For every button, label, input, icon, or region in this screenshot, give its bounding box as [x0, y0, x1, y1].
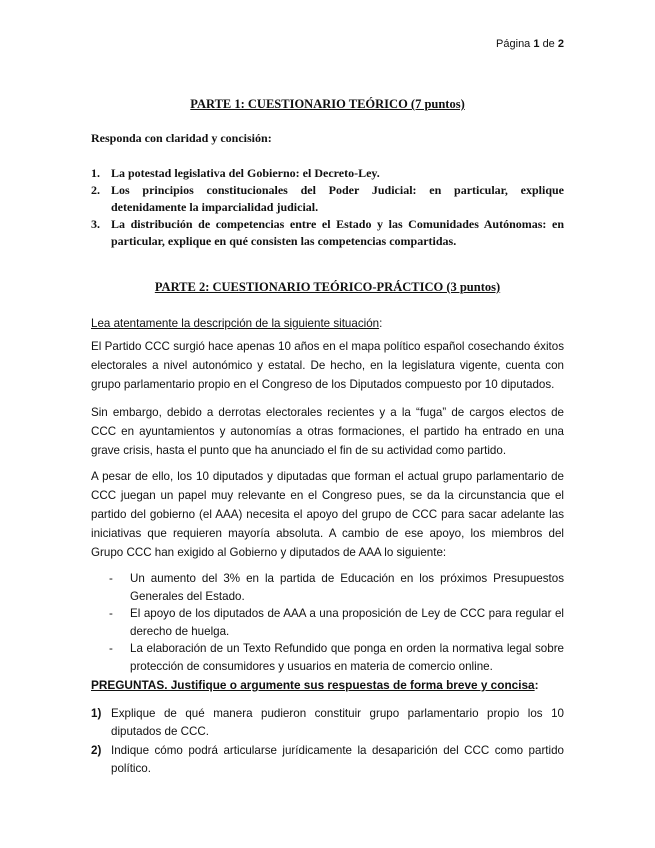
part1-title: PARTE 1: CUESTIONARIO TEÓRICO (7 puntos) [190, 97, 465, 111]
part2-intro [91, 314, 564, 333]
list-item [91, 705, 564, 740]
question-text: La distribución de competencias entre el Estado y las Comunidades Autónomas: en particular, explique en qué consisten las competencias compartidas. [111, 217, 564, 248]
page-current: 1 [533, 38, 540, 50]
question-text: La potestad legislativa del Gobierno: el Decreto-Ley. [111, 166, 380, 180]
intro-text: Lea atentamente la descripción de la siguiente situación [91, 317, 380, 330]
demand-text: Un aumento del 3% en la partida de Educación en los próximos Presupuestos Generales del Estado. [130, 572, 564, 603]
part1-question-list [91, 165, 564, 250]
list-item [91, 182, 564, 216]
list-item [109, 640, 564, 675]
page-total: 2 [557, 38, 564, 50]
list-item [109, 605, 564, 640]
demand-text: El apoyo de los diputados de AAA a una proposición de Ley de CCC para regular el derecho de huelga. [130, 607, 564, 638]
list-item [91, 216, 564, 250]
demands-list [109, 570, 564, 675]
part2-title: PARTE 2: CUESTIONARIO TEÓRICO-PRÁCTICO (3 puntos) [154, 280, 501, 294]
intro-colon: : [379, 317, 383, 330]
paragraph: Sin embargo, debido a derrotas electorales recientes y a la “fuga” de cargos electos de CCC en ayuntamientos y autonomías a otras formaciones, el partido ha entrado en una grave crisis, hasta el punto que ha anunciado el fin de su actividad como partido. [91, 406, 564, 457]
question-number: 1) [91, 707, 102, 720]
part2-question-list [91, 705, 564, 779]
page-label: Página [496, 38, 531, 50]
list-item [109, 570, 564, 605]
questions-heading-colon: : [534, 678, 539, 692]
question-number: 2) [91, 744, 102, 757]
paragraph: El Partido CCC surgió hace apenas 10 años en el mapa político español cosechando éxitos electorales a nivel autonómico y estatal. De hecho, en la legislatura vigente, cuenta con grupo parlamentario propio en el Congreso de los Diputados compuesto por 10 diputados. [91, 340, 564, 391]
demand-text: La elaboración de un Texto Refundido que ponga en orden la normativa legal sobre protección de consumidores y usuarios en materia de comercio online. [130, 642, 564, 673]
paragraph: A pesar de ello, los 10 diputados y diputadas que forman el actual grupo parlamentario de CCC juegan un papel muy relevante en el Congreso pues, se da la circunstancia que el partido del gobierno (el AAA) necesita el apoyo del grupo de CCC para sacar adelante las iniciativas que requieren mayoría absoluta. A cambio de ese apoyo, los miembros del Grupo CCC han exigido al Gobierno y diputados de AAA lo siguiente: [91, 470, 564, 559]
dash-bullet: - [109, 607, 113, 620]
dash-bullet: - [109, 572, 113, 585]
question-text: Explique de qué manera pudieron constituir grupo parlamentario propio los 10 diputados de CCC. [111, 707, 564, 738]
question-text: Indique cómo podrá articularse jurídicamente la desaparición del CCC como partido político. [111, 744, 564, 775]
questions-heading-text: PREGUNTAS. Justifique o argumente sus respuestas de forma breve y concisa [91, 678, 535, 692]
question-number: 3. [91, 217, 100, 231]
questions-heading [91, 678, 564, 692]
list-item [91, 742, 564, 777]
list-item [91, 165, 564, 182]
question-number: 2. [91, 183, 100, 197]
page-number [496, 38, 564, 50]
page-of: de [542, 38, 555, 50]
dash-bullet: - [109, 642, 113, 655]
part1-lead: Responda con claridad y concisión: [91, 131, 272, 145]
question-number: 1. [91, 166, 100, 180]
question-text: Los principios constitucionales del Poder Judicial: en particular, explique detenidamente la imparcialidad judicial. [111, 183, 564, 214]
